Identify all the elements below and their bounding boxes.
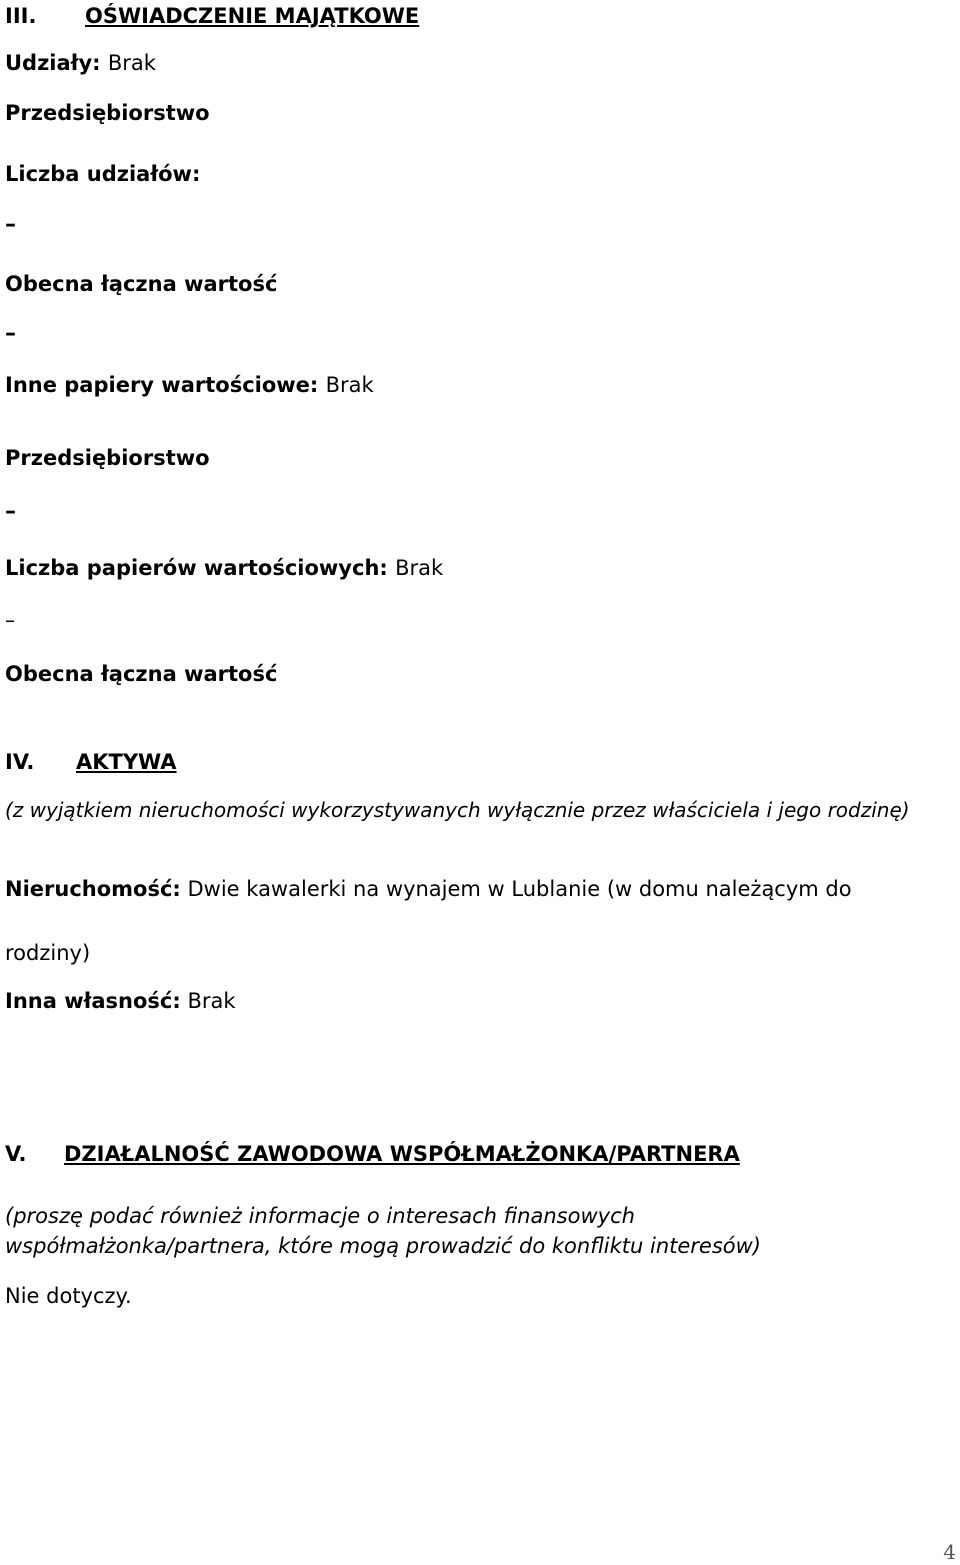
page-number: 4 xyxy=(943,1540,956,1564)
dash-3: – xyxy=(5,499,16,524)
section-3-title: OŚWIADCZENIE MAJĄTKOWE xyxy=(85,4,420,28)
property-value: Dwie kawalerki na wynajem w Lublanie (w domu należącym do xyxy=(187,877,852,901)
shares-value: Brak xyxy=(107,51,156,75)
securities-count-label: Liczba papierów wartościowych: xyxy=(5,556,388,580)
shares-label: Udziały: xyxy=(5,51,101,75)
other-property-row xyxy=(5,989,236,1013)
securities-value: Brak xyxy=(325,373,374,397)
dash-4: – xyxy=(5,608,15,632)
section-5-number: V. xyxy=(5,1142,27,1166)
section-5-answer: Nie dotyczy. xyxy=(5,1284,132,1308)
property-value-continued: rodziny) xyxy=(5,941,91,965)
shares-count-label: Liczba udziałów: xyxy=(5,162,201,186)
enterprise-label-1: Przedsiębiorstwo xyxy=(5,101,210,125)
total-value-label-1: Obecna łączna wartość xyxy=(5,272,278,296)
section-4-note: (z wyjątkiem nieruchomości wykorzystywanych wyłącznie przez właściciela i jego rodzinę) xyxy=(5,798,910,822)
section-5-note-line-2: współmałżonka/partnera, które mogą prowadzić do konfliktu interesów) xyxy=(5,1234,761,1258)
securities-row xyxy=(5,373,374,397)
property-label: Nieruchomość: xyxy=(5,877,181,901)
property-row xyxy=(5,877,852,901)
enterprise-label-2: Przedsiębiorstwo xyxy=(5,446,210,470)
dash-1: – xyxy=(5,212,16,237)
section-4-heading xyxy=(5,750,177,774)
other-property-value: Brak xyxy=(187,989,236,1013)
securities-count-value: Brak xyxy=(395,556,444,580)
section-5-note-line-1: (proszę podać również informacje o interesach finansowych xyxy=(5,1204,635,1228)
securities-label: Inne papiery wartościowe: xyxy=(5,373,319,397)
section-3-number: III. xyxy=(5,4,37,28)
section-5-title: DZIAŁALNOŚĆ ZAWODOWA WSPÓŁMAŁŻONKA/PARTNERA xyxy=(64,1142,740,1166)
section-4-number: IV. xyxy=(5,750,35,774)
section-5-heading xyxy=(5,1142,740,1166)
shares-row xyxy=(5,51,156,75)
securities-count-row xyxy=(5,556,443,580)
dash-2: – xyxy=(5,321,16,346)
section-3-heading xyxy=(5,4,419,28)
total-value-label-2: Obecna łączna wartość xyxy=(5,662,278,686)
section-4-title: AKTYWA xyxy=(76,750,177,774)
other-property-label: Inna własność: xyxy=(5,989,181,1013)
